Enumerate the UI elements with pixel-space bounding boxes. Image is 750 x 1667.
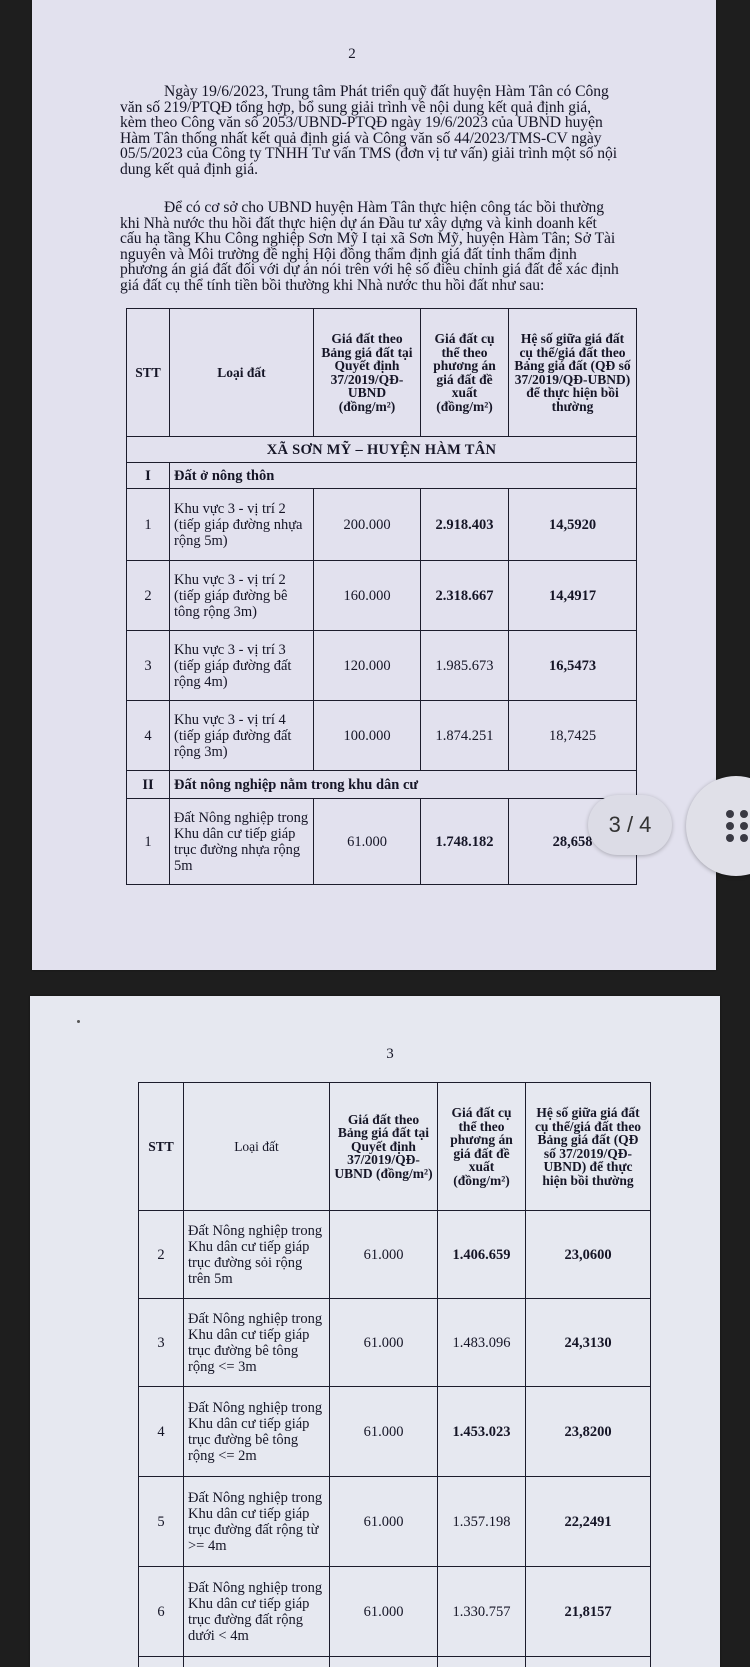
- section-row: [127, 437, 637, 463]
- land-price-table: [126, 308, 637, 885]
- paragraph-line: phương án giá đất đối với dự án nói trên với hệ số điều chỉnh giá đất để xác định: [120, 261, 619, 279]
- table-row: [139, 1567, 651, 1657]
- cell-specific-price: 1.330.757: [438, 1567, 526, 1657]
- header-land-type: Loại đất: [170, 309, 314, 437]
- header-specific-price: Giá đất cụ thể theo phương án giá đất đề xuất (đồng/m²): [421, 309, 509, 437]
- cell-land-type: Khu vực 3 - vị trí 2 (tiếp giáp đường bê tông rộng 3m): [170, 561, 314, 631]
- header-land-type: Loại đất: [184, 1083, 330, 1211]
- header-table-price: Giá đất theo Bảng giá đất tại Quyết định 37/2019/QĐ-UBND (đồng/m²): [330, 1083, 438, 1211]
- cell-land-type: Khu vực 3 - vị trí 4 (tiếp giáp đường đất rộng 3m): [170, 701, 314, 771]
- cell-specific-price: 1.357.198: [438, 1477, 526, 1567]
- group-label: Đất ở nông thôn: [170, 463, 637, 489]
- cell-land-type: Đất Nông nghiệp trong Khu dân cư tiếp giáp trục đường sỏi rộng trên 5m: [184, 1211, 330, 1299]
- cell-stt: 4: [127, 701, 170, 771]
- land-price-table: [138, 1082, 651, 1667]
- table-row: [139, 1387, 651, 1477]
- cell-coefficient: 14,5920: [509, 489, 637, 561]
- paragraph-line: khi Nhà nước thu hồi đất thực hiện dự án Đầu tư xây dựng và kinh doanh kết: [120, 214, 597, 232]
- paragraph-2: [120, 200, 664, 294]
- cell-table-price: 61.000: [330, 1477, 438, 1567]
- group-row: [127, 463, 637, 489]
- cell-table-price: 61.000: [330, 1299, 438, 1387]
- cell-land-type: Đất Nông nghiệp trong Khu dân cư tiếp giáp trục đường bê tông rộng <= 3m: [184, 1299, 330, 1387]
- cell-empty: [438, 1657, 526, 1667]
- page-number: 3: [386, 1046, 394, 1062]
- cell-stt: 2: [127, 561, 170, 631]
- cell-stt: 2: [139, 1211, 184, 1299]
- header-specific-price: Giá đất cụ thể theo phương án giá đất đề xuất (đồng/m²): [438, 1083, 526, 1211]
- speck-mark: [77, 1020, 80, 1023]
- table-row: [127, 561, 637, 631]
- group-roman: I: [127, 463, 170, 489]
- table-row: [127, 799, 637, 885]
- cell-stt: 1: [127, 489, 170, 561]
- paragraph-line: văn số 219/PTQĐ tổng hợp, bổ sung giải trình về nội dung kết quả định giá,: [120, 98, 592, 116]
- cell-table-price: 61.000: [330, 1387, 438, 1477]
- header-coefficient: Hệ số giữa giá đất cụ thể/giá đất theo Bảng giá đất (QĐ số 37/2019/QĐ-UBND) để thực hiện bồi thường: [509, 309, 637, 437]
- cell-specific-price: 1.453.023: [438, 1387, 526, 1477]
- paragraph-line: 05/5/2023 của Công ty TNHH Tư vấn TMS (đơn vị tư vấn) giải trình một số nội: [120, 145, 617, 163]
- cell-empty: [184, 1657, 330, 1667]
- paragraph-line: Hàm Tân thống nhất kết quả định giá và Công văn số 44/2023/TMS-CV ngày: [120, 129, 602, 147]
- cell-empty: [526, 1657, 651, 1667]
- group-roman: II: [127, 771, 170, 799]
- table-row: [127, 701, 637, 771]
- cell-specific-price: 1.483.096: [438, 1299, 526, 1387]
- cell-land-type: Đất Nông nghiệp trong Khu dân cư tiếp giáp trục đường đất rộng dưới < 4m: [184, 1567, 330, 1657]
- cell-empty: [139, 1657, 184, 1667]
- cell-coefficient: 23,8200: [526, 1387, 651, 1477]
- cell-land-type: Khu vực 3 - vị trí 2 (tiếp giáp đường nhựa rộng 5m): [170, 489, 314, 561]
- paragraph-line: nguyên và Môi trường đề nghị Hội đồng thẩm định giá đất tỉnh thẩm định: [120, 245, 577, 263]
- header-coefficient: Hệ số giữa giá đất cụ thể/giá đất theo Bảng giá đất (QĐ số 37/2019/QĐ-UBND) để thực hiện bồi thường: [526, 1083, 651, 1211]
- group-label: Đất nông nghiệp nằm trong khu dân cư: [170, 771, 637, 799]
- table-row-partial: [139, 1657, 651, 1667]
- cell-coefficient: 16,5473: [509, 631, 637, 701]
- cell-land-type: Đất Nông nghiệp trong Khu dân cư tiếp giáp trục đường nhựa rộng 5m: [170, 799, 314, 885]
- header-stt: STT: [139, 1083, 184, 1211]
- cell-coefficient: 18,7425: [509, 701, 637, 771]
- cell-specific-price: 1.985.673: [421, 631, 509, 701]
- header-stt: STT: [127, 309, 170, 437]
- table-row: [127, 489, 637, 561]
- cell-table-price: 200.000: [314, 489, 421, 561]
- header-table-price: Giá đất theo Bảng giá đất tại Quyết định 37/2019/QĐ-UBND (đồng/m²): [314, 309, 421, 437]
- paragraph-line: dung kết quả định giá.: [120, 160, 258, 178]
- paragraph-line: Để có cơ sở cho UBND huyện Hàm Tân thực hiện công tác bồi thường: [164, 199, 605, 216]
- cell-coefficient: 22,2491: [526, 1477, 651, 1567]
- table-row: [139, 1211, 651, 1299]
- paragraph-line: kèm theo Công văn số 2053/UBND-PTQĐ ngày 19/6/2023 của UBND huyện: [120, 114, 603, 132]
- table-header-row: [139, 1083, 651, 1211]
- cell-table-price: 160.000: [314, 561, 421, 631]
- document-page-3: [30, 996, 720, 1667]
- table-row: [139, 1299, 651, 1387]
- cell-land-type: Đất Nông nghiệp trong Khu dân cư tiếp giáp trục đường đất rộng từ >= 4m: [184, 1477, 330, 1567]
- paragraph-line: giá đất cụ thể tính tiền bồi thường khi Nhà nước thu hồi đất như sau:: [120, 276, 545, 294]
- cell-table-price: 120.000: [314, 631, 421, 701]
- cell-coefficient: 23,0600: [526, 1211, 651, 1299]
- cell-coefficient: 28,658: [509, 799, 637, 885]
- paragraph-1: [120, 84, 664, 178]
- page-indicator[interactable]: 3 / 4: [588, 795, 672, 855]
- page-number: 2: [348, 46, 356, 62]
- cell-land-type: Đất Nông nghiệp trong Khu dân cư tiếp giáp trục đường bê tông rộng <= 2m: [184, 1387, 330, 1477]
- cell-specific-price: 1.406.659: [438, 1211, 526, 1299]
- paragraph-line: Ngày 19/6/2023, Trung tâm Phát triển quỹ đất huyện Hàm Tân có Công: [164, 83, 609, 100]
- section-title: XÃ SƠN MỸ – HUYỆN HÀM TÂN: [127, 437, 637, 463]
- cell-coefficient: 24,3130: [526, 1299, 651, 1387]
- cell-specific-price: 1.748.182: [421, 799, 509, 885]
- group-row: [127, 771, 637, 799]
- paragraph-line: cấu hạ tầng Khu Công nghiệp Sơn Mỹ I tại xã Sơn Mỹ, huyện Hàm Tân; Sở Tài: [120, 230, 616, 248]
- table-row: [127, 631, 637, 701]
- cell-stt: 3: [139, 1299, 184, 1387]
- table-header-row: [127, 309, 637, 437]
- table-row: [139, 1477, 651, 1567]
- drag-handle-dots-icon: [726, 810, 750, 842]
- cell-coefficient: 14,4917: [509, 561, 637, 631]
- cell-coefficient: 21,8157: [526, 1567, 651, 1657]
- cell-table-price: 61.000: [314, 799, 421, 885]
- cell-stt: 6: [139, 1567, 184, 1657]
- cell-stt: 3: [127, 631, 170, 701]
- cell-land-type: Khu vực 3 - vị trí 3 (tiếp giáp đường đất rộng 4m): [170, 631, 314, 701]
- cell-specific-price: 2.318.667: [421, 561, 509, 631]
- cell-specific-price: 2.918.403: [421, 489, 509, 561]
- cell-stt: 1: [127, 799, 170, 885]
- cell-table-price: 61.000: [330, 1567, 438, 1657]
- cell-stt: 5: [139, 1477, 184, 1567]
- cell-empty: [330, 1657, 438, 1667]
- cell-table-price: 61.000: [330, 1211, 438, 1299]
- cell-specific-price: 1.874.251: [421, 701, 509, 771]
- cell-table-price: 100.000: [314, 701, 421, 771]
- cell-stt: 4: [139, 1387, 184, 1477]
